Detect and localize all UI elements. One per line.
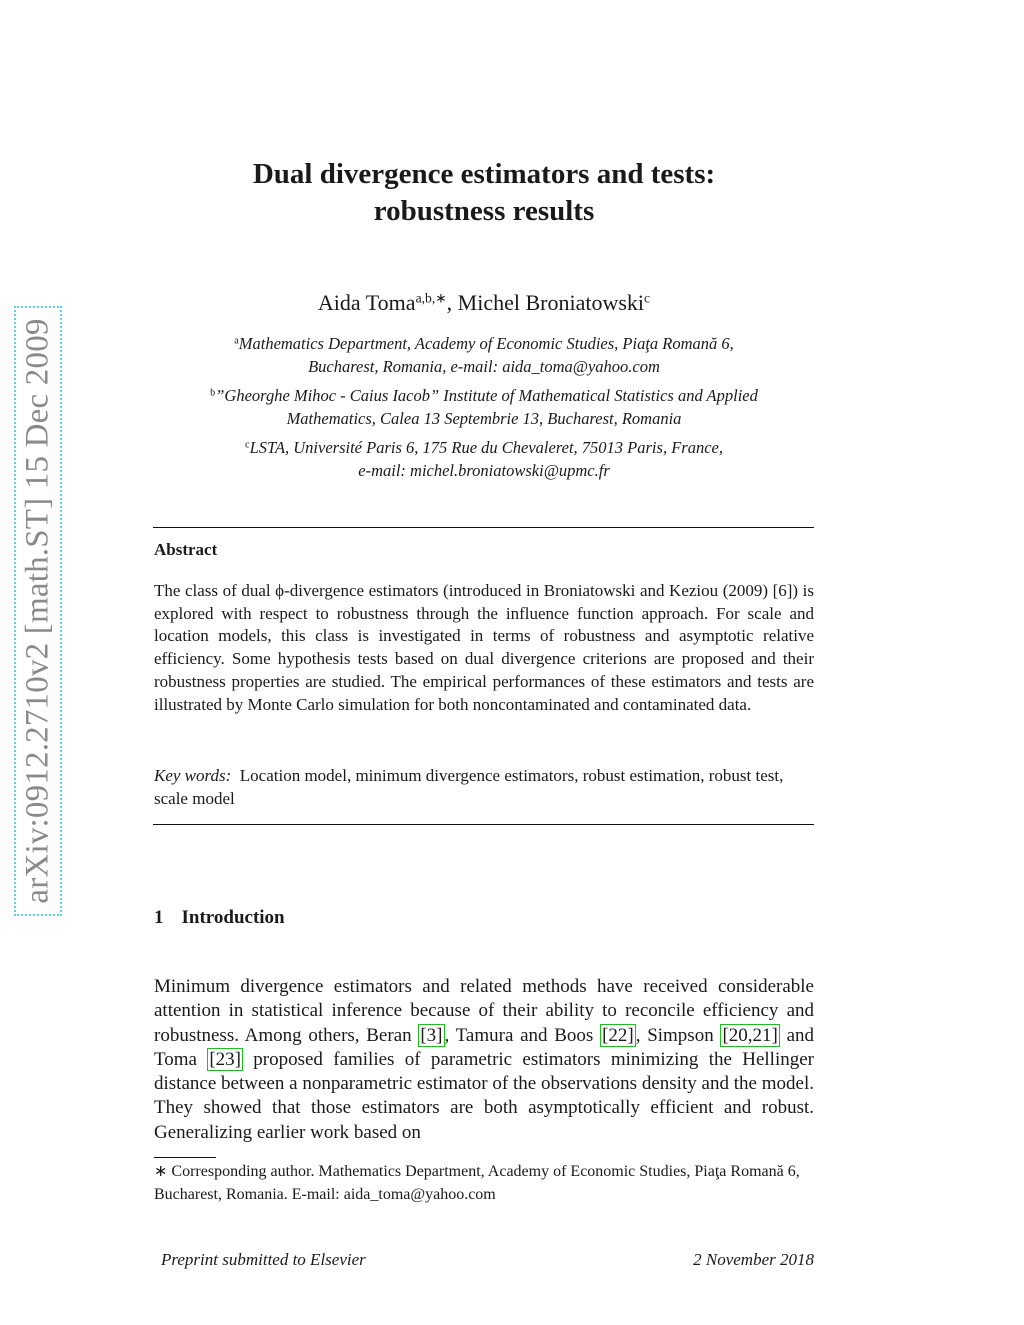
author-list [0,290,968,316]
affiliation-c [154,436,814,482]
affiliation-a [154,332,814,378]
footnote-text: Corresponding author. Mathematics Department, Academy of Economic Studies, Piaţa Romană 6, Bucharest, Romania. E-mail: aida_toma@yahoo.com [154,1163,800,1203]
author-2: Michel Broniatowski [457,290,645,315]
keywords [154,765,814,810]
footnote-rule [154,1157,216,1158]
affiliation-line: ”Gheorghe Mihoc - Caius Iacob” Institute of Mathematical Statistics and Applied [215,386,758,405]
author-separator: , [446,290,458,315]
abstract-text: The class of dual ϕ-divergence estimators (introduced in Broniatowski and Keziou (2009) [6]) is explored with respect to robustness through the influence function approach. For scale and location models, this class is investigated in terms of robustness and asymptotic relative efficiency. Some hypothesis tests based on dual divergence criterions are proposed and their robustness properties are studied. The empirical performances of these estimators and tests are illustrated by Monte Carlo simulation for both noncontaminated and contaminated data. [154,581,814,714]
footnote [154,1161,814,1206]
paper-title [0,156,968,230]
abstract-top-rule [153,527,814,528]
intro-text: proposed families of parametric estimators minimizing the Hellinger distance between a nonparametric estimator of the observations density and the model. They showed that those estimators are both asymptotically efficient and robust. Generalizing earlier work based on [154,1048,814,1143]
citation-link[interactable]: [23] [209,1048,241,1070]
abstract-bottom-rule [153,824,814,825]
arxiv-stamp [14,306,62,916]
citation-link[interactable]: [3] [420,1024,443,1046]
footer-preprint-note: Preprint submitted to Elsevier [161,1250,366,1269]
affiliation-b [154,384,814,430]
arxiv-identifier: arXiv:0912.2710v2 [math.ST] 15 Dec 2009 [19,318,56,904]
affiliation-line: Bucharest, Romania, e-mail: aida_toma@yahoo.com [308,357,660,376]
affiliation-mark: c [245,439,250,451]
intro-text: , Simpson [635,1024,721,1046]
author-2-affiliation-marks: c [644,290,651,306]
keywords-label: Key words: [154,766,232,785]
author-1: Aida Toma [317,290,416,315]
title-line-2: robustness results [373,195,595,227]
footer-date: 2 November 2018 [693,1250,814,1269]
abstract-heading: Abstract [154,540,218,559]
affiliation-line: e-mail: michel.broniatowski@upmc.fr [358,461,610,480]
section-title: Introduction [181,907,285,928]
intro-text: and Toma [154,1024,814,1070]
section-heading [154,907,285,929]
author-1-affiliation-marks: a,b,∗ [415,290,447,306]
section-number: 1 [154,907,164,928]
affiliation-line: Mathematics Department, Academy of Economic Studies, Piaţa Romană 6, [238,334,734,353]
affiliation-mark: a [234,335,239,347]
citation-link[interactable]: [20,21] [722,1024,778,1046]
affiliation-mark: b [210,387,216,399]
affiliation-line: Mathematics, Calea 13 Septembrie 13, Bucharest, Romania [286,409,682,428]
footnote-mark: ∗ [154,1163,168,1180]
title-line-1: Dual divergence estimators and tests: [252,158,716,190]
citation-link[interactable]: [22] [602,1024,634,1046]
introduction-paragraph [154,975,814,1145]
intro-text: Minimum divergence estimators and related methods have received considerable attention in statistical inference because of their ability to reconcile efficiency and robustness. Among others, Beran [154,976,814,1046]
affiliation-line: LSTA, Université Paris 6, 175 Rue du Chevaleret, 75013 Paris, France, [249,438,723,457]
keywords-text: Location model, minimum divergence estimators, robust estimation, robust test, scale model [154,766,784,808]
intro-text: , Tamura and Boos [444,1024,601,1046]
